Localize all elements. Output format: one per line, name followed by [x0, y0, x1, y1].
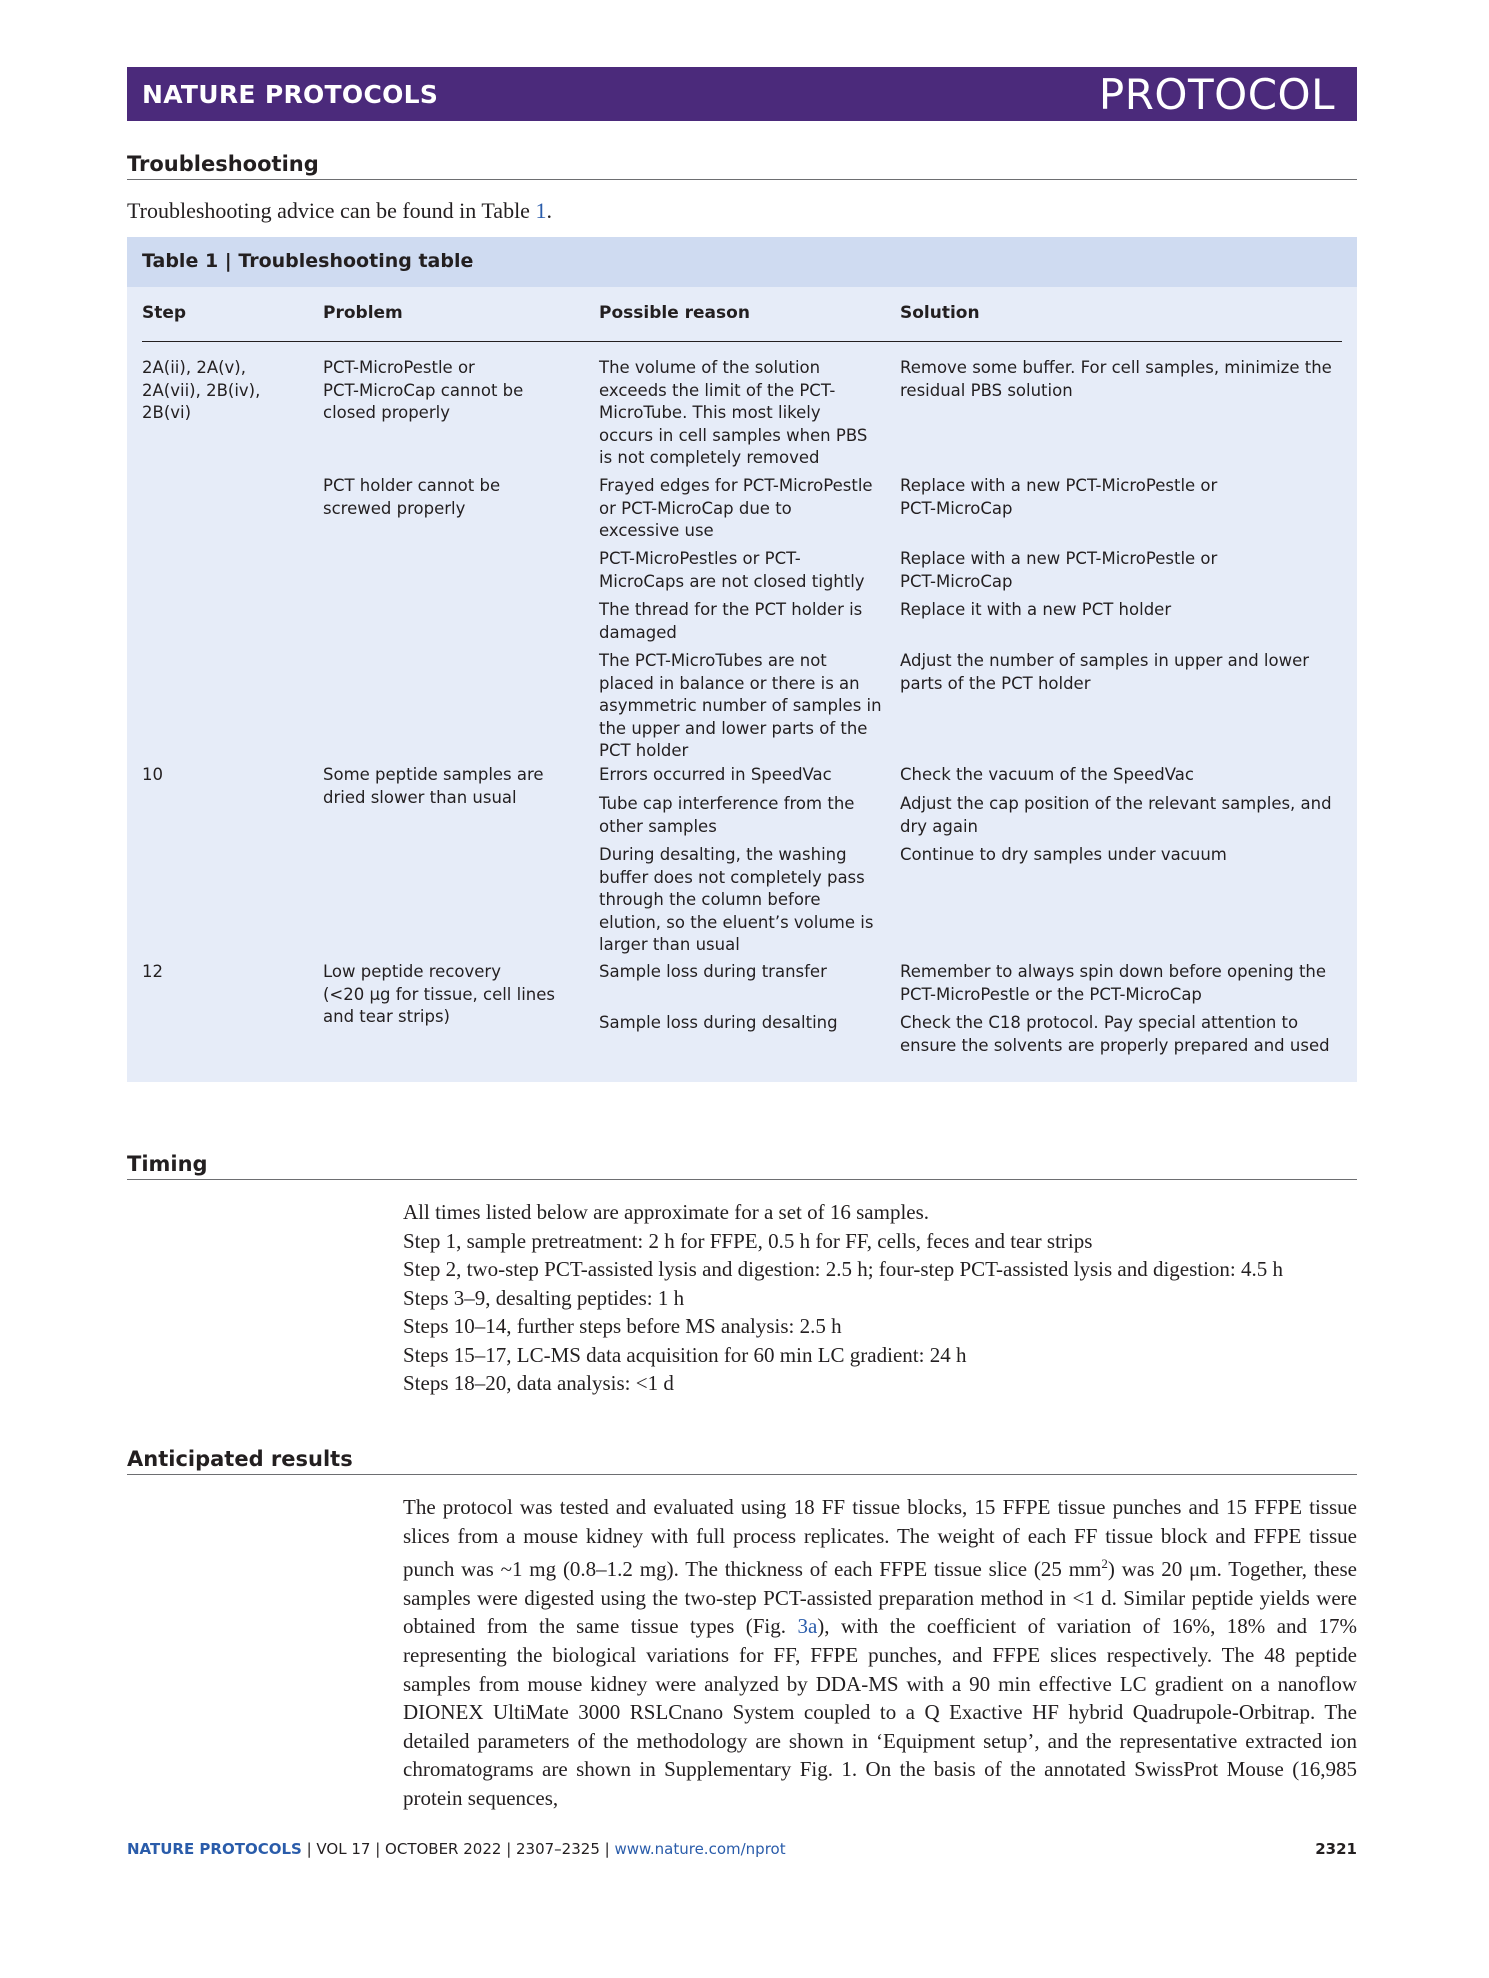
col-header-step: Step — [142, 303, 187, 323]
problem-cell: Some peptide samples are dried slower than usual — [323, 765, 544, 807]
reason-cell: Frayed edges for PCT-MicroPestle or PCT-MicroCap due to excessive use — [599, 476, 873, 540]
results-paragraph: The protocol was tested and evaluated using 18 FF tissue blocks, 15 FFPE tissue punches and 15 FFPE tissue slices from a mouse kidney with full process replicates. The weight of each FF tissue block and FFPE tissue punch was ~1 mg (0.8–1.2 mg). The thickness of each FFPE tissue slice (25 $mm^2$) was 20 μm. Together, these samples were digested using the two-step PCT-assisted preparation method in <1 d. Similar peptide yields were obtained from the same tissue types (Fig. 3a), with the coefficient of variation of 16%, 18% and 17% representing the biological variations for FF, FFPE punches, and FFPE slices respectively. The 48 peptide samples from mouse kidney were analyzed by DDA-MS with a 90 min effective LC gradient on a nanoflow DIONEX UltiMate 3000 RSLCnano System coupled to a Q Exactive HF hybrid Quadrupole-Orbitrap. The detailed parameters of the methodology are shown in ‘Equipment setup’, and the representative extracted ion chromatograms are shown in Supplementary Fig. 1. On the basis of the annotated SwissProt Mouse (16,985 protein sequences, — [403, 1495, 1357, 1810]
table-caption: Table 1 | Troubleshooting table — [127, 237, 1357, 287]
page-number: 2321 — [1315, 1840, 1357, 1858]
reason-cell: During desalting, the washing buffer does not completely pass through the column before elution, so the eluent’s volume is larger than usual — [599, 845, 874, 954]
results-heading: Anticipated results — [127, 1447, 1357, 1475]
timing-line: Step 2, two-step PCT-assisted lysis and digestion: 2.5 h; four-step PCT-assisted lysis and digestion: 4.5 h — [403, 1257, 1284, 1281]
problem-cell: Low peptide recovery (<20 μg for tissue, cell lines and tear strips) — [323, 962, 556, 1026]
timing-heading: Timing — [127, 1152, 1357, 1180]
timing-line: Steps 3–9, desalting peptides: 1 h — [403, 1285, 685, 1310]
col-header-reason: Possible reason — [599, 303, 750, 323]
timing-line: Steps 15–17, LC-MS data acquisition for 60 min LC gradient: 24 h — [403, 1342, 967, 1367]
solution-cell: Remove some buffer. For cell samples, minimize the residual PBS solution — [900, 358, 1332, 400]
reason-cell: Sample loss during transfer — [599, 962, 827, 981]
reason-cell: Sample loss during desalting — [599, 1013, 838, 1032]
article-type: PROTOCOL — [1098, 69, 1335, 119]
timing-list — [403, 1198, 1283, 1398]
reason-cell: Errors occurred in SpeedVac — [599, 765, 832, 784]
timing-line: Steps 10–14, further steps before MS analysis: 2.5 h — [403, 1314, 842, 1338]
step-cell: 10 — [142, 765, 163, 784]
solution-cell: Replace with a new PCT-MicroPestle or PCT-MicroCap — [900, 476, 1218, 518]
solution-cell: Adjust the number of samples in upper and lower parts of the PCT holder — [900, 651, 1310, 693]
problem-cell: PCT holder cannot be screwed properly — [323, 476, 501, 518]
reason-cell: PCT-MicroPestles or PCT- MicroCaps are not closed tightly — [599, 549, 865, 591]
journal-banner — [127, 67, 1357, 121]
timing-line: All times listed below are approximate for a set of 16 samples. — [403, 1200, 930, 1224]
solution-cell: Adjust the cap position of the relevant samples, and dry again — [900, 794, 1332, 836]
table-1-link[interactable]: 1 — [535, 198, 547, 223]
page-footer — [127, 1840, 1357, 1858]
troubleshooting-heading: Troubleshooting — [127, 152, 1357, 180]
solution-cell: Continue to dry samples under vacuum — [900, 845, 1227, 864]
solution-cell: Check the C18 protocol. Pay special attention to ensure the solvents are properly prepared and used — [900, 1013, 1330, 1055]
figure-3a-link[interactable]: 3a — [797, 1614, 818, 1639]
solution-cell: Replace with a new PCT-MicroPestle or PCT-MicroCap — [900, 549, 1218, 591]
reason-cell: The volume of the solution exceeds the limit of the PCT- MicroTube. This most likely occurs in cell samples when PBS is not completely removed — [599, 358, 868, 467]
reason-cell: Tube cap interference from the other samples — [599, 794, 855, 836]
footer-journal: NATURE PROTOCOLS — [127, 1840, 302, 1858]
header-rule — [142, 341, 1342, 342]
troubleshooting-table — [127, 237, 1357, 1082]
col-header-problem: Problem — [323, 303, 403, 323]
solution-cell: Remember to always spin down before opening the PCT-MicroPestle or the PCT-MicroCap — [900, 962, 1327, 1004]
solution-cell: Replace it with a new PCT holder — [900, 600, 1172, 619]
step-cell: 2A(ii), 2A(v), 2A(vii), 2B(iv), 2B(vi) — [142, 358, 261, 422]
footer-citation: NATURE PROTOCOLS | VOL 17 | OCTOBER 2022 | 2307–2325 | www.nature.com/nprot — [127, 1840, 786, 1858]
troubleshooting-intro: Troubleshooting advice can be found in Table 1. — [127, 198, 552, 223]
journal-name: NATURE PROTOCOLS — [142, 79, 439, 109]
reason-cell: The thread for the PCT holder is damaged — [599, 600, 863, 642]
problem-cell: PCT-MicroPestle or PCT-MicroCap cannot be closed properly — [323, 358, 524, 422]
timing-line: Steps 18–20, data analysis: <1 d — [403, 1371, 674, 1395]
solution-cell: Check the vacuum of the SpeedVac — [900, 765, 1194, 784]
timing-line: Step 1, sample pretreatment: 2 h for FFPE, 0.5 h for FF, cells, feces and tear strips — [403, 1228, 1093, 1253]
col-header-solution: Solution — [900, 303, 980, 323]
journal-url-link[interactable]: www.nature.com/nprot — [614, 1840, 786, 1858]
reason-cell: The PCT-MicroTubes are not placed in balance or there is an asymmetric number of samples in the upper and lower parts of the PCT holder — [599, 651, 882, 760]
step-cell: 12 — [142, 962, 163, 981]
